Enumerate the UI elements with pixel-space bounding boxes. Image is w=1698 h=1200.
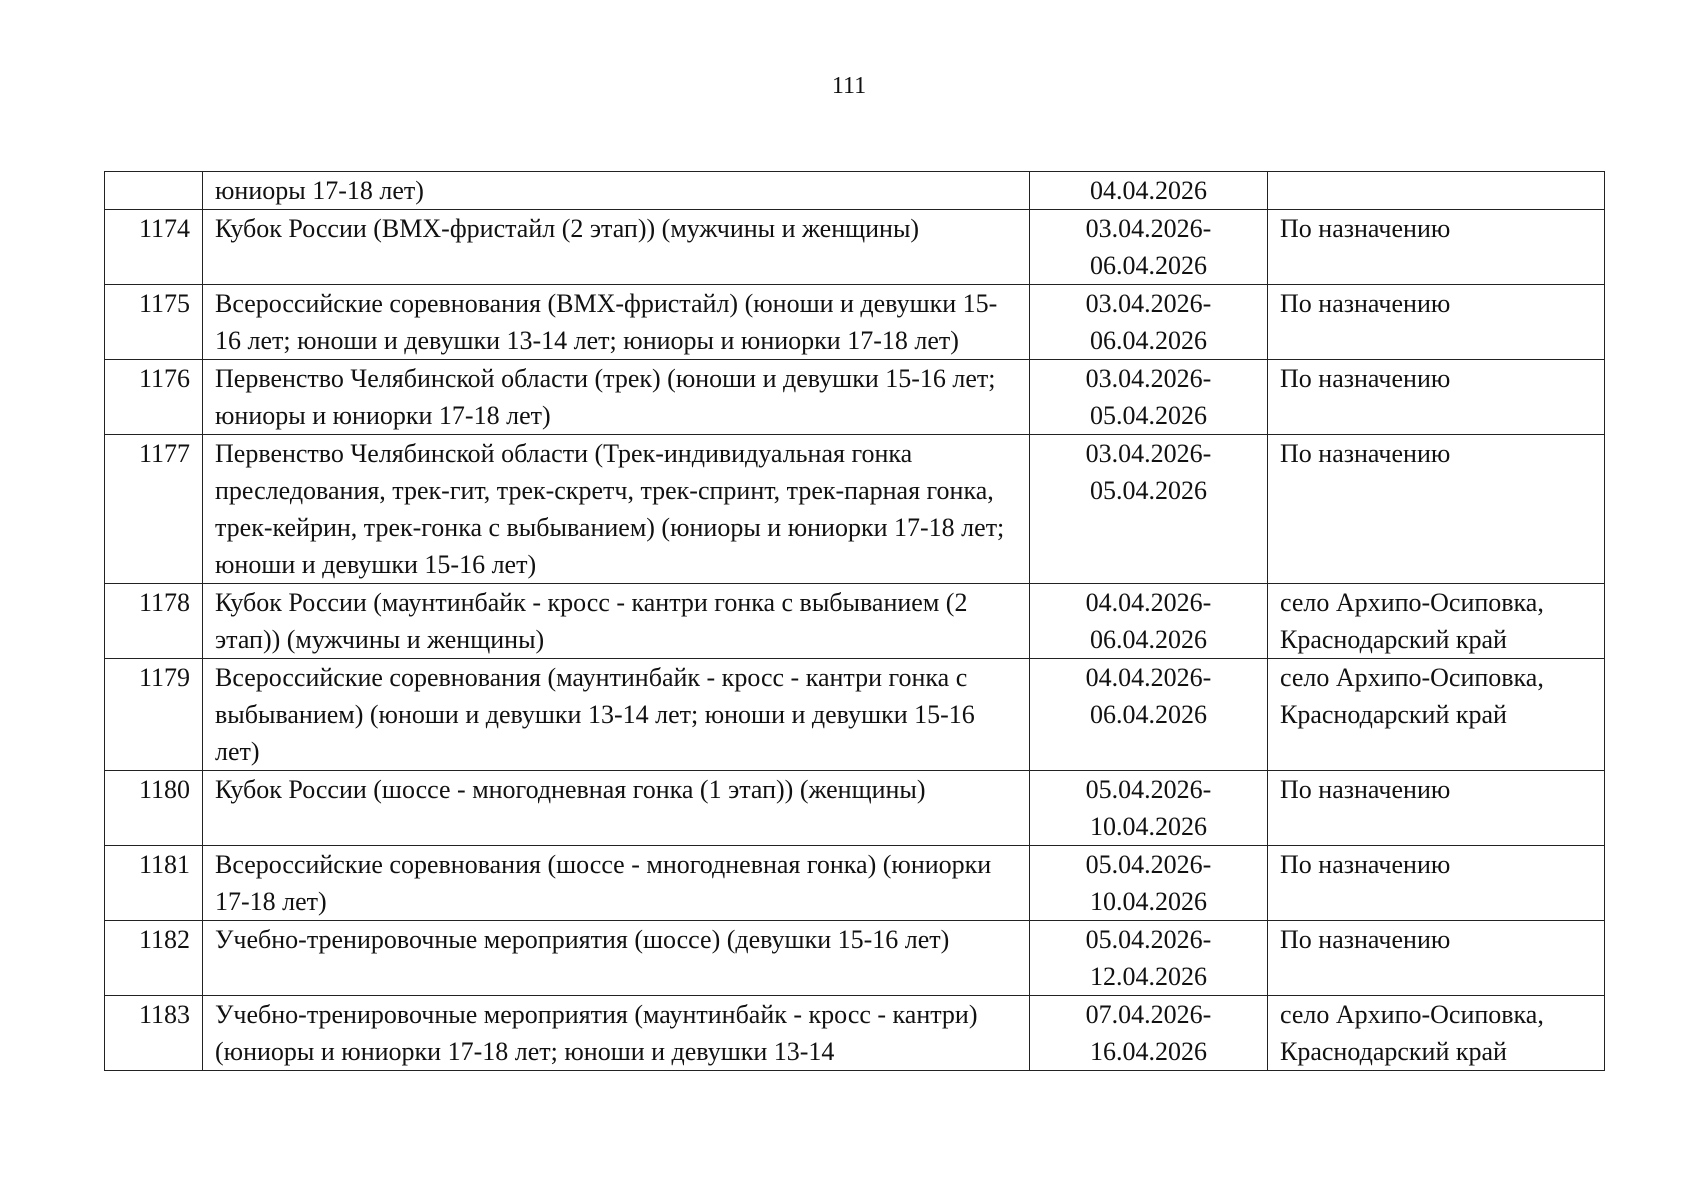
event-name: Первенство Челябинской области (Трек-индивидуальная гонка преследования, трек-гит, трек-скретч, трек-спринт, трек-парная гонка, трек-кейрин, трек-гонка с выбыванием) (юниоры и юниорки 17-18 лет; юноши и девушки 15-16 лет) (203, 435, 1030, 584)
event-date-end: 06.04.2026 (1090, 700, 1207, 729)
event-dates (1030, 921, 1268, 996)
event-place-line1: По назначению (1280, 364, 1451, 393)
event-date-start: 05.04.2026- (1085, 775, 1212, 804)
table-row-continuation (105, 172, 1605, 210)
event-place-line1: село Архипо-Осиповка, (1280, 1000, 1544, 1029)
event-dates (1030, 360, 1268, 435)
table-row (105, 771, 1605, 846)
event-date-end: 06.04.2026 (1090, 326, 1207, 355)
event-place (1268, 846, 1605, 921)
event-place-line2: Краснодарский край (1280, 625, 1507, 654)
table-row (105, 996, 1605, 1071)
event-date-start: 07.04.2026- (1085, 1000, 1212, 1029)
event-place (1268, 210, 1605, 285)
event-date-start: 03.04.2026- (1085, 214, 1212, 243)
event-number: 1183 (105, 996, 203, 1071)
table-row (105, 846, 1605, 921)
event-place-line1: По назначению (1280, 775, 1451, 804)
table-row (105, 584, 1605, 659)
page-number: 111 (831, 73, 867, 99)
event-date-start: 05.04.2026- (1085, 850, 1212, 879)
event-place (1268, 435, 1605, 584)
events-table (104, 171, 1605, 1071)
event-dates (1030, 659, 1268, 771)
event-number: 1180 (105, 771, 203, 846)
event-number: 1176 (105, 360, 203, 435)
event-number: 1175 (105, 285, 203, 360)
event-date-start: 05.04.2026- (1085, 925, 1212, 954)
event-dates (1030, 172, 1268, 210)
table-row (105, 435, 1605, 584)
table-row (105, 210, 1605, 285)
event-place-line1: По назначению (1280, 289, 1451, 318)
event-date-start: 03.04.2026- (1085, 439, 1212, 468)
event-name: Учебно-тренировочные мероприятия (маунтинбайк - кросс - кантри) (юниоры и юниорки 17-18 лет; юноши и девушки 13-14 (203, 996, 1030, 1071)
event-number: 1182 (105, 921, 203, 996)
event-dates (1030, 584, 1268, 659)
event-date-end: 10.04.2026 (1090, 887, 1207, 916)
event-name: Кубок России (маунтинбайк - кросс - кантри гонка с выбыванием (2 этап)) (мужчины и женщины) (203, 584, 1030, 659)
event-place-line1: По назначению (1280, 925, 1451, 954)
event-dates (1030, 771, 1268, 846)
event-place-line1: По назначению (1280, 214, 1451, 243)
table-row (105, 659, 1605, 771)
event-place (1268, 921, 1605, 996)
event-number: 1181 (105, 846, 203, 921)
table-row (105, 921, 1605, 996)
event-number: 1177 (105, 435, 203, 584)
event-place (1268, 771, 1605, 846)
event-dates (1030, 996, 1268, 1071)
event-date-end: 16.04.2026 (1090, 1037, 1207, 1066)
event-dates (1030, 285, 1268, 360)
event-date-start: 03.04.2026- (1085, 289, 1212, 318)
event-name: Учебно-тренировочные мероприятия (шоссе) (девушки 15-16 лет) (203, 921, 1030, 996)
event-place (1268, 659, 1605, 771)
event-place-line1: По назначению (1280, 850, 1451, 879)
event-name: Кубок России (BMX-фристайл (2 этап)) (мужчины и женщины) (203, 210, 1030, 285)
event-date-end: 04.04.2026 (1090, 176, 1207, 205)
event-date-start: 04.04.2026- (1085, 663, 1212, 692)
event-date-end: 05.04.2026 (1090, 401, 1207, 430)
event-date-start: 03.04.2026- (1085, 364, 1212, 393)
event-date-start: 04.04.2026- (1085, 588, 1212, 617)
event-date-end: 05.04.2026 (1090, 476, 1207, 505)
event-number: 1174 (105, 210, 203, 285)
table-row (105, 360, 1605, 435)
event-place (1268, 360, 1605, 435)
table-row (105, 285, 1605, 360)
event-number: 1179 (105, 659, 203, 771)
event-place-line2: Краснодарский край (1280, 1037, 1507, 1066)
event-number (105, 172, 203, 210)
event-place-line2: Краснодарский край (1280, 700, 1507, 729)
event-name: Всероссийские соревнования (BMX-фристайл) (юноши и девушки 15-16 лет; юноши и девушки 13-14 лет; юниоры и юниорки 17-18 лет) (203, 285, 1030, 360)
event-place (1268, 996, 1605, 1071)
event-date-end: 10.04.2026 (1090, 812, 1207, 841)
event-number: 1178 (105, 584, 203, 659)
event-name: Всероссийские соревнования (шоссе - многодневная гонка) (юниорки 17-18 лет) (203, 846, 1030, 921)
event-name: Первенство Челябинской области (трек) (юноши и девушки 15-16 лет; юниоры и юниорки 17-18 лет) (203, 360, 1030, 435)
event-date-end: 12.04.2026 (1090, 962, 1207, 991)
event-date-end: 06.04.2026 (1090, 625, 1207, 654)
event-name: юниоры 17-18 лет) (203, 172, 1030, 210)
event-dates (1030, 435, 1268, 584)
event-place (1268, 584, 1605, 659)
event-place-line1: село Архипо-Осиповка, (1280, 663, 1544, 692)
event-place-line1: По назначению (1280, 439, 1451, 468)
event-place (1268, 172, 1605, 210)
event-name: Кубок России (шоссе - многодневная гонка (1 этап)) (женщины) (203, 771, 1030, 846)
event-place (1268, 285, 1605, 360)
event-dates (1030, 846, 1268, 921)
event-name: Всероссийские соревнования (маунтинбайк - кросс - кантри гонка с выбыванием) (юноши и девушки 13-14 лет; юноши и девушки 15-16 лет) (203, 659, 1030, 771)
event-date-end: 06.04.2026 (1090, 251, 1207, 280)
event-place-line1: село Архипо-Осиповка, (1280, 588, 1544, 617)
event-dates (1030, 210, 1268, 285)
